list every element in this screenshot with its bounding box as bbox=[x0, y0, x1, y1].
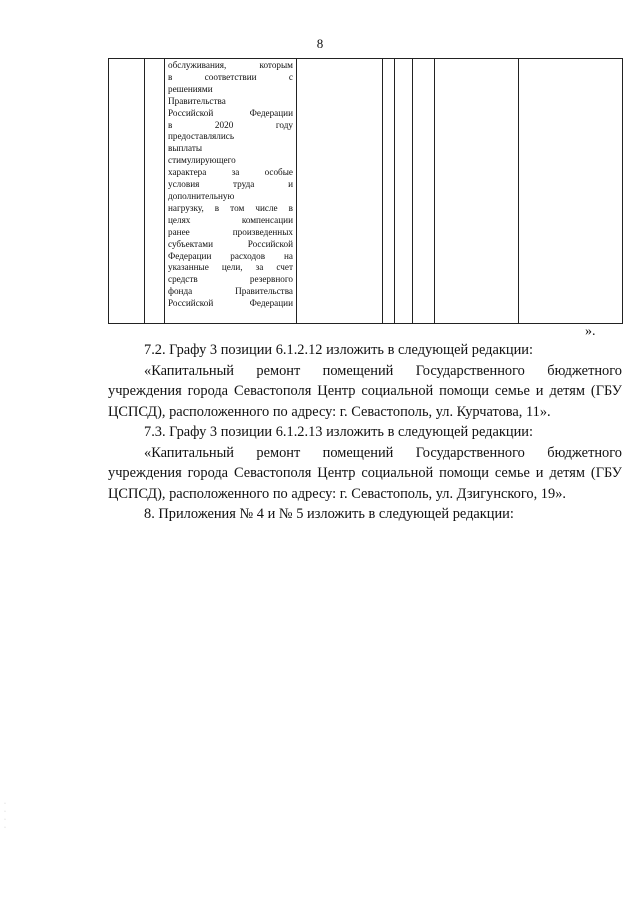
table-cell-word: Федерации bbox=[168, 250, 212, 261]
paragraph-7-2-text: «Капитальный ремонт помещений Государственного бюджетного учреждения города Севастополя Центр социальной помощи семье и детям (ГБУ ЦСПСД), расположенного по адресу: г. Севастополь, ул. Курчатова, 11». bbox=[108, 362, 622, 420]
body-text bbox=[108, 340, 622, 525]
table-cell-word: предоставлялись bbox=[168, 131, 235, 142]
table-cell-word: которым bbox=[259, 60, 293, 70]
table-cell-word: решениями bbox=[168, 83, 213, 94]
table-cell-word: и bbox=[288, 179, 293, 190]
table-cell-line bbox=[168, 262, 293, 274]
table-cell-word: в bbox=[168, 71, 173, 82]
table-cell-word: средств bbox=[168, 274, 198, 285]
table-cell-word: ранее bbox=[168, 226, 190, 237]
table-cell-word: стимулирующего bbox=[168, 155, 236, 166]
table-cell-word: Российской bbox=[168, 107, 214, 118]
closing-quote: ». bbox=[585, 324, 596, 339]
table-cell-word: Российской bbox=[168, 298, 214, 309]
table-cell-empty bbox=[395, 59, 413, 324]
table-cell-word: фонда bbox=[168, 286, 193, 297]
table-cell-line bbox=[168, 155, 293, 167]
table-cell-word: том bbox=[230, 202, 245, 213]
table-cell-word: особые bbox=[264, 167, 293, 178]
table-cell-line bbox=[168, 143, 293, 155]
table-cell-line bbox=[168, 203, 293, 215]
table-cell-empty bbox=[383, 59, 395, 324]
table-row bbox=[109, 59, 623, 324]
table-cell-empty bbox=[109, 59, 145, 324]
table-cell-word: Правительства bbox=[235, 286, 293, 297]
paragraph-7-3-text: «Капитальный ремонт помещений Государственного бюджетного учреждения города Севастополя Центр социальной помощи семье и детям (ГБУ ЦСПСД), расположенного по адресу: г. Севастополь, ул. Дзигунского, 19». bbox=[108, 444, 622, 502]
table-cell-word: резервного bbox=[249, 274, 293, 285]
table-cell-word: за bbox=[231, 167, 240, 178]
table-cell-line bbox=[168, 298, 293, 310]
table-cell-line bbox=[168, 239, 293, 251]
table-cell-word: условия bbox=[168, 179, 200, 190]
table-cell-line bbox=[168, 286, 293, 298]
table-cell-word: произведенных bbox=[232, 226, 293, 237]
table-cell-word: на bbox=[283, 250, 293, 261]
margin-dots: · · · · bbox=[4, 801, 6, 831]
table-cell-word: обслуживания, bbox=[168, 60, 227, 70]
data-table bbox=[108, 58, 623, 324]
table-cell-word: Федерации bbox=[249, 298, 293, 309]
table-cell-word: в bbox=[168, 119, 173, 130]
table-cell-line bbox=[168, 72, 293, 84]
table-cell-word: труда bbox=[233, 179, 255, 190]
table-cell-line bbox=[168, 131, 293, 143]
table-cell-word: в bbox=[214, 202, 220, 213]
table-cell-word: Российской bbox=[247, 238, 293, 249]
table-cell-line bbox=[168, 227, 293, 239]
table-cell-description bbox=[165, 59, 297, 324]
table-cell-word: цели, bbox=[221, 262, 243, 273]
table-cell-word: нагрузку, bbox=[168, 202, 204, 213]
table-cell-word: дополнительную bbox=[168, 190, 235, 201]
table-cell-line bbox=[168, 274, 293, 286]
table-cell-word: целях bbox=[168, 214, 191, 225]
table-cell-word: с bbox=[288, 71, 293, 82]
table-cell-word: за bbox=[255, 262, 264, 273]
table-cell-word: соответствии bbox=[204, 71, 257, 82]
table-cell-line bbox=[168, 96, 293, 108]
table-cell-line bbox=[168, 84, 293, 96]
table-cell-word: характера bbox=[168, 167, 207, 178]
paragraph-7-2: 7.2. Графу 3 позиции 6.1.2.12 изложить в следующей редакции: bbox=[144, 342, 533, 358]
table-cell-word: в bbox=[288, 202, 293, 213]
table-cell-line bbox=[168, 191, 293, 203]
table-cell-word: выплаты bbox=[168, 143, 203, 154]
table-cell-line bbox=[168, 120, 293, 132]
table-cell-word: Федерации bbox=[249, 107, 293, 118]
table-cell-empty bbox=[145, 59, 165, 324]
table-cell-empty bbox=[435, 59, 519, 324]
table-cell-empty bbox=[413, 59, 435, 324]
table-cell-word: компенсации bbox=[241, 214, 293, 225]
table-cell-word: году bbox=[275, 119, 293, 130]
table-cell-line bbox=[168, 179, 293, 191]
table-cell-word: числе bbox=[255, 202, 278, 213]
table-cell-word: 2020 bbox=[214, 119, 234, 130]
table-cell-empty bbox=[297, 59, 383, 324]
paragraph-8: 8. Приложения № 4 и № 5 изложить в следующей редакции: bbox=[144, 506, 514, 522]
table-cell-word: счет bbox=[276, 262, 293, 273]
table-cell-word: субъектами bbox=[168, 238, 213, 249]
table-cell-word: расходов bbox=[230, 250, 266, 261]
table-cell-empty bbox=[519, 59, 623, 324]
page-number: 8 bbox=[316, 36, 324, 51]
table-cell-line bbox=[168, 215, 293, 227]
paragraph-7-3: 7.3. Графу 3 позиции 6.1.2.13 изложить в следующей редакции: bbox=[144, 424, 533, 440]
table-cell-line bbox=[168, 251, 293, 263]
table-cell-word: указанные bbox=[168, 262, 209, 273]
table-cell-word: Правительства bbox=[168, 95, 226, 106]
table-cell-line bbox=[168, 167, 293, 179]
table-cell-line bbox=[168, 60, 293, 72]
table-cell-line bbox=[168, 108, 293, 120]
